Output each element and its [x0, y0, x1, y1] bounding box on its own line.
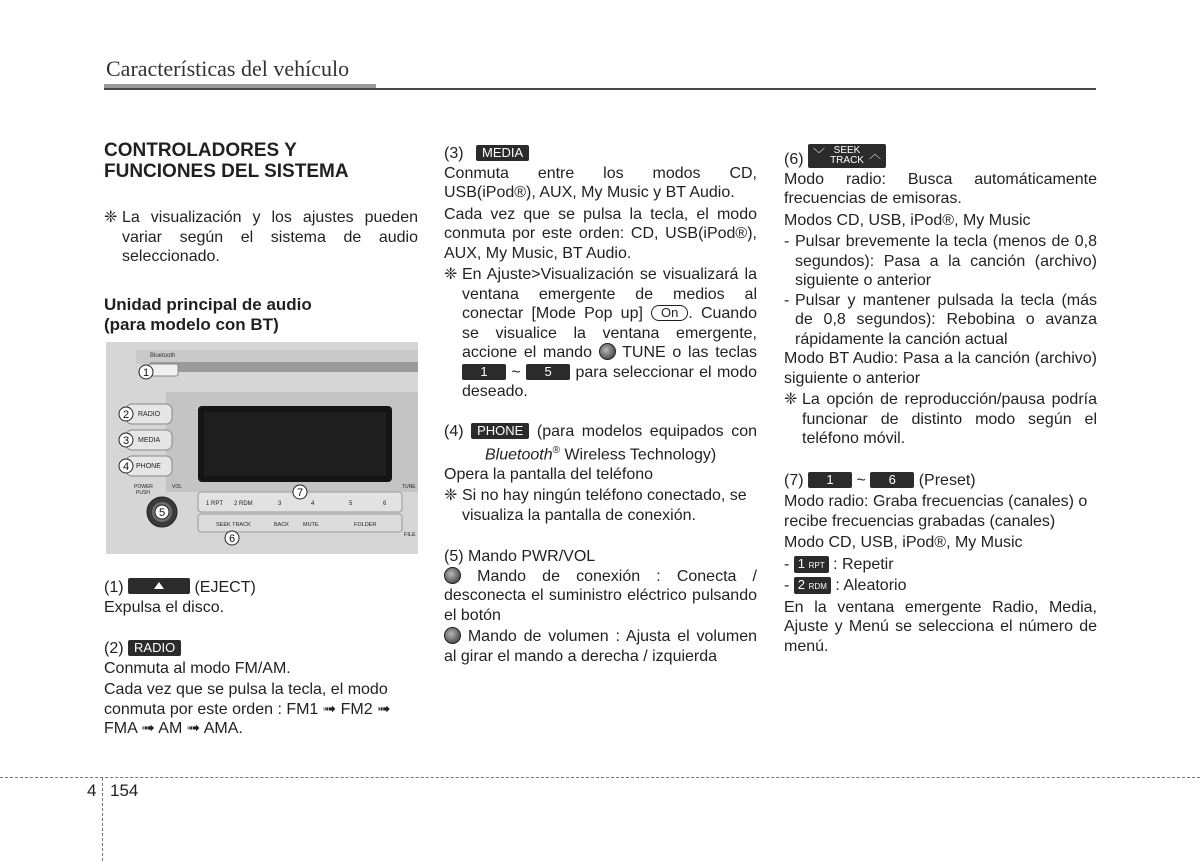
media-key-badge: MEDIA [476, 145, 529, 161]
page-header-title: Características del vehículo [106, 56, 350, 81]
radio-tune-label: TUNE [402, 484, 416, 490]
radio-push-label: PUSH [136, 490, 150, 496]
note-mark-icon: ❈ [444, 266, 458, 283]
item-4-line [444, 422, 757, 442]
column-2 [444, 144, 757, 666]
callout-5: 5 [158, 507, 166, 519]
column-1 [104, 140, 418, 335]
dash-mark: - [784, 577, 794, 594]
item-3-description-1b: USB(iPod®), AUX, My Music y BT Audio. [444, 184, 735, 201]
rpt-key-label: RPT [808, 560, 825, 570]
item-7-random-text: : Aleatorio [835, 577, 907, 594]
item-5-description-1-text: Mando de conexión : Conecta / desconecta el suministro eléctrico pulsando el botón [444, 567, 757, 624]
preset-key-5-badge: 5 [526, 364, 570, 380]
subsection-heading-line1: Unidad principal de audio [104, 294, 312, 314]
item-3-tilde: ~ [511, 363, 521, 381]
note-mark-icon: ❈ [104, 209, 118, 226]
volume-knob-icon [444, 627, 461, 644]
radio-unit-svg [106, 342, 418, 554]
callout-6: 6 [228, 533, 236, 545]
item-7-number: (7) [784, 471, 804, 489]
item-4-bluetooth: Bluetooth [485, 446, 553, 464]
header-rule [104, 88, 1096, 90]
item-4-number: (4) [444, 422, 464, 440]
dash-mark: - [784, 233, 790, 250]
radio-btn-radio-label: RADIO [138, 411, 161, 418]
audio-note-text: La visualización y los ajustes pueden variar según el sistema de audio seleccionado. [122, 209, 418, 265]
preset-key-6-badge: 6 [870, 472, 914, 488]
item-7-description-1: Modo radio: Graba frecuencias (canales) o recibe frecuencias grabadas (canales) [784, 493, 1088, 530]
callout-2: 2 [122, 409, 130, 421]
note-mark-icon: ❈ [444, 487, 458, 505]
item-3-note-a: En Ajuste>Visualización se visualizará la ventana emergente de medios al conectar [Mode Pop up] [462, 266, 757, 322]
audio-note [104, 208, 418, 267]
item-6-number: (6) [784, 151, 804, 168]
radio-file-label: FILE [404, 532, 416, 538]
subsection-heading [104, 295, 418, 335]
item-6-description-3: Modo BT Audio: Pasa a la canción (archivo) siguiente o anterior [784, 350, 1097, 387]
radio-preset-2: 2 RDM [234, 501, 253, 507]
section-heading [104, 140, 418, 182]
callout-7: 7 [296, 487, 304, 499]
item-5-description-2-text: Mando de volumen : Ajusta el volumen al girar el mando a derecha / izquierda [444, 628, 758, 665]
rpt-key-badge [794, 556, 829, 573]
item-2-description-1: Conmuta al modo FM/AM. [104, 659, 291, 677]
item-5-title: (5) Mando PWR/VOL [444, 548, 596, 566]
seek-label: SEEK [833, 145, 861, 156]
item-2-description-2: Cada vez que se pulsa la tecla, el modo conmuta por este orden : FM1 ➟ FM2 ➟ FMA ➟ AM ➟ AMA. [104, 681, 391, 737]
item-7-description-3: En la ventana emergente Radio, Media, Ajuste y Menú se selecciona el número de menú. [784, 598, 1097, 655]
item-6-note-text: La opción de reproducción/pausa podría funcionar de distinto modo según el teléfono móvil. [802, 391, 1097, 447]
radio-mute-label: MUTE [303, 522, 319, 528]
item-4-block [444, 422, 757, 526]
eject-key-icon [128, 578, 190, 594]
item-7-repeat-text: : Repetir [833, 555, 894, 573]
item-4-note [444, 486, 757, 525]
item-4-paren: (para modelos equipados con [536, 422, 757, 440]
tune-knob-icon [599, 343, 616, 360]
item-6-dash-1 [784, 232, 1097, 291]
section-heading-line1: CONTROLADORES Y [104, 140, 297, 161]
radio-back-label: BACK [274, 522, 289, 528]
callout-1: 1 [142, 367, 150, 379]
column-3 [784, 144, 1097, 656]
preset-key-1-badge: 1 [462, 364, 506, 380]
dash-mark: - [784, 291, 790, 309]
radio-unit-illustration [106, 342, 418, 554]
callout-4: 4 [122, 461, 130, 473]
callout-3: 3 [122, 435, 130, 447]
item-1-description: Expulsa el disco. [104, 598, 225, 616]
radio-key-badge: RADIO [128, 640, 181, 656]
item-7-tilde: ~ [856, 471, 866, 489]
item-7-line [784, 471, 1097, 491]
phone-key-badge: PHONE [471, 423, 529, 439]
item-3-note-d: para seleccionar el modo deseado. [462, 363, 757, 400]
item-6-description-2: Modos CD, USB, iPod®, My Music [784, 211, 1031, 229]
item-7-repeat-line [784, 555, 1097, 575]
page-number: 154 [110, 781, 139, 800]
radio-vol-label: VOL [172, 484, 183, 490]
column-1-lower [104, 578, 418, 739]
power-knob-icon [444, 567, 461, 584]
item-1-suffix: (EJECT) [194, 579, 256, 596]
rdm-key-number: 2 [797, 577, 806, 592]
item-3-description-1a: Conmuta entre los modos CD, [444, 164, 757, 182]
item-5-description-2 [444, 627, 757, 666]
item-4-line-2 [485, 441, 757, 465]
radio-btn-media-label: MEDIA [138, 437, 161, 444]
item-2-line [104, 639, 418, 659]
item-3-note-b: . Cuando se visualice la ventana emergente, accione el mando [462, 305, 758, 361]
seek-down-chevron-icon: ﹀ [813, 147, 826, 161]
seek-up-chevron-icon: ︿ [869, 147, 882, 161]
item-3-note [444, 265, 757, 402]
radio-brand-label: Bluetooth [150, 353, 176, 359]
item-7-block [784, 471, 1097, 657]
preset-key-1-badge: 1 [808, 472, 852, 488]
item-4-description: Opera la pantalla del teléfono [444, 465, 654, 483]
item-4-rest: Wireless Technology) [564, 446, 717, 464]
item-6-dash-2-text: Pulsar y mantener pulsada la tecla (más de 0,8 segundos): Rebobina o avanza rápidamente la canción actual [795, 291, 1097, 348]
item-3-number: (3) [444, 145, 464, 162]
item-3-description-2: Cada vez que se pulsa la tecla, el modo conmuta por este orden: CD, USB(iPod®), AUX, My Music, BT Audio. [444, 205, 757, 262]
radio-preset-4: 4 [311, 501, 315, 507]
item-3-line [444, 144, 757, 164]
item-1-line [104, 578, 418, 598]
radio-btn-phone-label: PHONE [136, 463, 161, 470]
radio-preset-1: 1 RPT [206, 501, 224, 507]
subsection-heading-line2: (para modelo con BT) [104, 314, 279, 334]
radio-preset-6: 6 [383, 501, 387, 507]
item-7-random-line [784, 576, 1097, 596]
item-2-number: (2) [104, 640, 124, 657]
radio-seek-label: SEEK TRACK [216, 522, 251, 528]
rdm-key-label: RDM [808, 582, 827, 591]
item-6-dash-1-text: Pulsar brevemente la tecla (menos de 0,8 segundos): Pasa a la canción (archivo) siguiente o anterior [795, 233, 1097, 289]
seek-track-key-text [828, 146, 866, 166]
item-1-number: (1) [104, 579, 124, 596]
item-7-description-2: Modo CD, USB, iPod®, My Music [784, 534, 1023, 551]
seek-track-key-badge [808, 144, 886, 168]
item-4-reg: ® [552, 445, 560, 456]
item-6-line [784, 144, 1097, 170]
chapter-number: 4 [87, 781, 97, 800]
item-6-dash-2 [784, 291, 1097, 350]
track-label: TRACK [830, 155, 864, 166]
item-6-note [784, 390, 1097, 449]
item-4-note-text: Si no hay ningún teléfono conectado, se visualiza la pantalla de conexión. [462, 487, 747, 524]
dash-mark: - [784, 555, 794, 573]
item-7-suffix: (Preset) [918, 471, 976, 489]
item-5-block [444, 547, 757, 666]
note-mark-icon: ❈ [784, 391, 798, 408]
radio-preset-3: 3 [278, 501, 282, 507]
radio-folder-label: FOLDER [354, 522, 377, 528]
item-3-note-body [462, 265, 757, 402]
footer-dashed-rule [0, 777, 1200, 778]
item-6-description-1: Modo radio: Busca automáticamente frecuencias de emisoras. [784, 170, 1097, 207]
item-3-note-c: TUNE o las teclas [622, 344, 758, 361]
rpt-key-number: 1 [797, 555, 806, 571]
on-key-badge: On [651, 305, 688, 321]
radio-power-label: POWER [134, 484, 153, 490]
section-heading-line2: FUNCIONES DEL SISTEMA [104, 161, 349, 182]
footer-vertical-rule [102, 778, 103, 861]
item-5-description-1 [444, 567, 757, 626]
radio-preset-5: 5 [349, 501, 353, 507]
rdm-key-badge [794, 577, 831, 594]
